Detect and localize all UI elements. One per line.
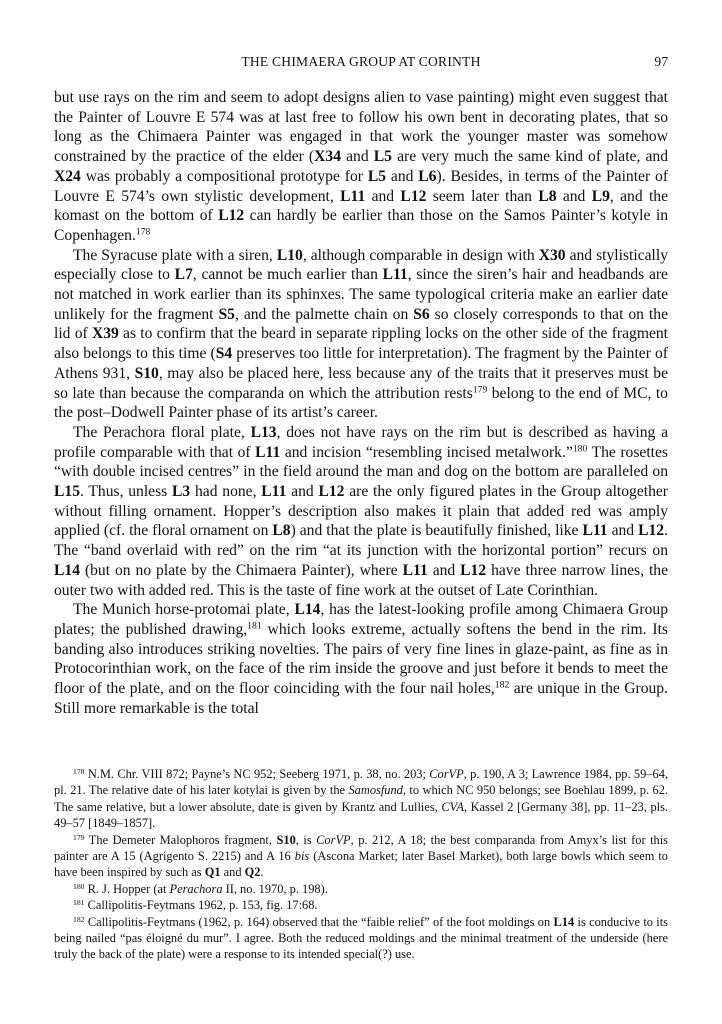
text-run: and incision “resembling incised metalwork.” <box>280 443 573 461</box>
catalogue-reference: Q2 <box>244 865 261 880</box>
text-run: is conducive to its being nailed “pas éloigné du mur”. I agree. Both the reduced moldings and the minimal treatment of the underside (here truly the back of the plate) were a response to its intended special(?) use. <box>54 914 668 962</box>
text-run: , has the latest-looking profile among Chimaera Group plates; the published drawing, <box>54 601 668 638</box>
footnote <box>54 897 668 913</box>
text-run: N.M. Chr. VIII 872; Payne’s NC 952; Seeberg 1971, p. 38, no. 203; <box>84 767 430 781</box>
text-run: , although comparable in design with <box>302 246 539 264</box>
catalogue-reference: S6 <box>413 305 430 323</box>
text-run: and <box>386 167 419 185</box>
catalogue-reference: L12 <box>318 483 345 501</box>
running-title: THE CHIMAERA GROUP AT CORINTH <box>241 54 481 69</box>
text-run: Callipolitis-Feytmans (1962, p. 164) observed that the “faible relief” of the foot moldings on <box>84 914 554 929</box>
text-run: , and the komast on the bottom of <box>54 187 669 225</box>
catalogue-reference: S5 <box>218 305 235 323</box>
text-run: and <box>427 561 461 579</box>
catalogue-reference: X30 <box>538 246 566 264</box>
catalogue-reference: S4 <box>215 345 233 363</box>
text-run: The Perachora floral plate, <box>73 423 251 441</box>
catalogue-reference: L10 <box>276 246 303 264</box>
note-reference: 178 <box>135 226 151 238</box>
text-run: and <box>286 483 319 501</box>
text-run: , to which NC 950 belongs; see Boehlau 1899, p. 62. The same relative, but a lower absolute, date is given by Krantz and Lullies, <box>54 783 668 814</box>
catalogue-reference: L8 <box>538 187 557 205</box>
catalogue-reference: L12 <box>638 522 665 540</box>
catalogue-reference: Q1 <box>204 865 221 880</box>
italic-text: CorVP <box>429 767 464 781</box>
catalogue-reference: X24 <box>54 167 81 185</box>
footnotes <box>54 766 668 963</box>
italic-text: CorVP <box>316 832 351 847</box>
text-run: and stylistically especially close to <box>54 246 668 284</box>
footnote <box>54 766 668 832</box>
text-run: are very much the same kind of plate, and <box>391 148 668 166</box>
catalogue-reference: L9 <box>591 187 610 205</box>
catalogue-reference: L15 <box>54 483 80 501</box>
catalogue-reference: L11 <box>340 187 366 205</box>
note-reference: 179 <box>472 384 488 396</box>
text-run: . <box>260 865 264 880</box>
note-reference: 180 <box>73 881 85 891</box>
text-run: ) and that the plate is beautifully finished, like <box>290 522 583 540</box>
catalogue-reference: L8 <box>272 522 291 540</box>
catalogue-reference: L12 <box>400 187 427 205</box>
italic-text: Samosfund <box>348 783 403 798</box>
footnote <box>54 881 668 897</box>
text-run: are the only figured plates in the Group altogether without filling ornament. Hopper’s description also makes it plain that added red was amply applied (cf. the floral ornament on <box>54 483 669 540</box>
note-reference: 181 <box>73 898 85 908</box>
catalogue-reference: S10 <box>276 832 296 847</box>
catalogue-reference: L13 <box>250 423 277 441</box>
catalogue-reference: X39 <box>91 325 119 343</box>
italic-text: bis <box>294 849 310 864</box>
text-run: , does not have rays on the rim but is described as having a profile comparable with that of <box>54 423 668 461</box>
italic-text: Perachora <box>169 881 223 896</box>
catalogue-reference: S10 <box>134 364 159 382</box>
note-reference: 180 <box>572 443 588 455</box>
catalogue-reference: L11 <box>402 561 428 579</box>
catalogue-reference: L5 <box>373 148 392 166</box>
catalogue-reference: L6 <box>418 167 437 185</box>
paragraph <box>54 423 668 600</box>
footnote <box>54 832 668 881</box>
text-run: was probably a compositional prototype for <box>80 167 368 185</box>
text-run: so closely corresponds to that on the lid of <box>54 305 668 343</box>
note-reference: 182 <box>494 679 510 691</box>
text-run: are unique in the Group. Still more remarkable is the total <box>54 680 668 717</box>
text-run: , since the siren’s hair and headbands are not matched in work earlier than its sphinxes. The same typological criteria make an earlier date unlikely for the fragment <box>54 266 668 323</box>
text-run: , cannot be much earlier than <box>192 266 383 284</box>
text-run: , p. 190, A 3; Lawrence 1984, pp. 59–64, pl. 21. The relative date of his later kotylai is given by the <box>54 767 668 798</box>
text-run: The rosettes “with double incised centres” in the field around the man and dog on the bottom are paralleled on <box>54 443 668 481</box>
text-run: The Syracuse plate with a siren, <box>73 246 277 264</box>
note-reference: 182 <box>73 914 85 924</box>
text-run: seem later than <box>426 187 539 205</box>
catalogue-reference: L14 <box>294 601 321 619</box>
catalogue-reference: L11 <box>382 266 408 284</box>
catalogue-reference: L7 <box>174 266 193 284</box>
text-run: , Kassel 2 [Germany 38], pp. 11–23, pls. 49–57 [1849–1857]. <box>54 799 669 831</box>
catalogue-reference: L14 <box>553 914 575 929</box>
text-run: . Thus, unless <box>80 483 173 501</box>
text-run: have three narrow lines, the outer two with added red. This is the taste of fine work at the outset of Late Corinthian. <box>54 561 669 599</box>
text-run: belong to the end of MC, to the post–Dodwell Painter phase of its artist’s career. <box>54 384 668 422</box>
catalogue-reference: L11 <box>261 483 287 501</box>
text-run: , and the palmette chain on <box>234 305 414 323</box>
catalogue-reference: L11 <box>255 443 281 461</box>
note-reference: 181 <box>247 620 262 632</box>
italic-text: CVA <box>441 799 464 814</box>
text-run: . The “band overlaid with red” on the rim “at its junction with the horizontal portion” recurs on <box>54 522 669 560</box>
text-run: and <box>607 522 639 540</box>
running-header <box>54 54 668 74</box>
text-run: and <box>365 187 401 205</box>
text-run: can hardly be earlier than those on the Samos Painter’s kotyle in Copenhagen. <box>54 207 669 244</box>
paragraph <box>54 246 668 423</box>
note-reference: 178 <box>73 766 85 776</box>
page-number: 97 <box>654 54 668 69</box>
paragraph <box>54 88 668 246</box>
text-run: The Munich horse-protomai plate, <box>73 601 295 619</box>
text-run: , is <box>295 832 317 847</box>
text-run: , p. 212, A 18; the best comparanda from Amyx’s list for this painter are A 15 (Agrigento S. 2215) and A 16 <box>54 832 668 864</box>
text-run: preserves too little for interpretation). The fragment by the Painter of Athens 931, <box>54 345 668 382</box>
text-run: (Ascona Market; later Basel Market), both large bowls which seem to have been inspired by such as <box>54 849 668 880</box>
text-run: , may also be placed here, less because any of the traits that it preserves must be so late than because the comparanda on which the attribution rests <box>54 364 669 402</box>
catalogue-reference: L12 <box>218 207 245 225</box>
catalogue-reference: L14 <box>54 561 80 579</box>
text-run: but use rays on the rim and seem to adopt designs alien to vase painting) might even suggest that the Painter of Louvre E 574 was at last free to follow his own bent in decorating plates, that so long as the Chimaera Painter was engaged in that work the younger master was somehow constrained by the practice of the elder ( <box>54 89 668 166</box>
body-text <box>54 88 668 719</box>
paragraph <box>54 600 668 718</box>
text-run: R. J. Hopper (at <box>84 881 170 896</box>
catalogue-reference: L11 <box>582 522 608 540</box>
text-run: and <box>556 187 592 205</box>
text-run: II, no. 1970, p. 198). <box>222 881 328 896</box>
text-run: which looks extreme, actually softens the bend in the rim. Its banding also introduces striking novelties. The pairs of very fine lines in glaze-paint, as fine as in Protocorinthian work, on the face of the rim inside the groove and just before it bends to meet the floor of the plate, and on the floor coinciding with the four nail holes, <box>54 620 668 698</box>
text-run: ). Besides, in terms of the Painter of Louvre E 574’s own stylistic development, <box>54 167 669 205</box>
footnote <box>54 914 668 963</box>
catalogue-reference: X34 <box>314 148 341 166</box>
text-run: had none, <box>190 483 262 501</box>
catalogue-reference: L12 <box>460 561 487 579</box>
note-reference: 179 <box>73 832 85 842</box>
text-run: (but on no plate by the Chimaera Painter), where <box>80 561 403 579</box>
text-run: as to confirm that the beard in separate rippling locks on the other side of the fragment also belongs to this time ( <box>54 325 669 363</box>
text-run: Callipolitis-Feytmans 1962, p. 153, fig. 17:68. <box>84 898 318 913</box>
catalogue-reference: L3 <box>172 483 191 501</box>
text-run: The Demeter Malophoros fragment, <box>84 832 277 847</box>
text-run: and <box>220 865 245 880</box>
text-run: and <box>341 148 374 166</box>
catalogue-reference: L5 <box>367 167 387 185</box>
